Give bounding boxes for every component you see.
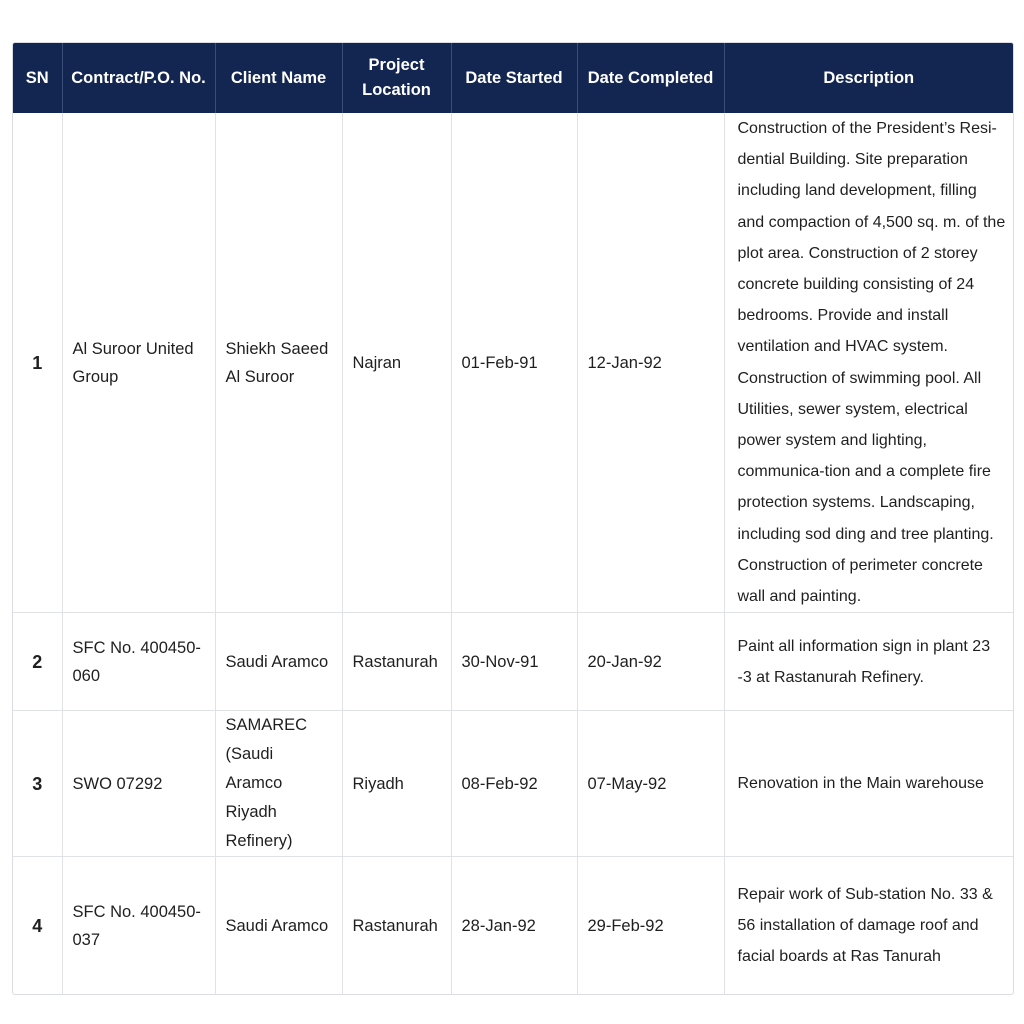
cell-description: Construction of the President’s Resi-dential Building. Site preparation including land development, filling and compaction of 4,500 sq. m. of the plot area. Construction of 2 storey concrete building consisting of 24 bedrooms. Provide and install ventilation and HVAC system. Construction of swimming pool. All Utilities, sewer system, electrical power system and lighting, communica-tion and a complete fire protection systems. Landscaping, including sod ding and tree planting. Construction of perimeter concrete wall and painting.	[724, 113, 1013, 613]
projects-table-container	[12, 42, 1014, 995]
cell-date-completed: 07-May-92	[577, 711, 724, 857]
cell-date-started: 28-Jan-92	[451, 857, 577, 995]
header-sn: SN	[13, 43, 62, 113]
cell-date-completed: 12-Jan-92	[577, 113, 724, 613]
table-body	[13, 113, 1013, 994]
header-client: Client Name	[215, 43, 342, 113]
header-row	[13, 43, 1013, 113]
cell-client: Saudi Aramco	[215, 857, 342, 995]
cell-contract: Al Suroor United Group	[62, 113, 215, 613]
cell-description: Renovation in the Main warehouse	[724, 711, 1013, 857]
cell-location: Riyadh	[342, 711, 451, 857]
header-location: Project Location	[342, 43, 451, 113]
table-row	[13, 857, 1013, 995]
header-contract: Contract/P.O. No.	[62, 43, 215, 113]
header-description: Description	[724, 43, 1013, 113]
cell-client: Shiekh Saeed Al Suroor	[215, 113, 342, 613]
table-row	[13, 711, 1013, 857]
cell-sn: 1	[13, 113, 62, 613]
cell-location: Najran	[342, 113, 451, 613]
cell-date-completed: 20-Jan-92	[577, 613, 724, 711]
cell-client: SAMAREC (Saudi Aramco Riyadh Refinery)	[215, 711, 342, 857]
header-date-completed: Date Completed	[577, 43, 724, 113]
cell-location: Rastanurah	[342, 857, 451, 995]
table-row	[13, 613, 1013, 711]
table-row	[13, 113, 1013, 613]
cell-description: Paint all information sign in plant 23 -3 at Rastanurah Refinery.	[724, 613, 1013, 711]
table-header	[13, 43, 1013, 113]
cell-contract: SFC No. 400450-037	[62, 857, 215, 995]
cell-description: Repair work of Sub-station No. 33 & 56 installation of damage roof and facial boards at Ras Tanurah	[737, 886, 993, 966]
cell-sn: 3	[13, 711, 62, 857]
header-date-started: Date Started	[451, 43, 577, 113]
cell-date-completed: 29-Feb-92	[577, 857, 724, 995]
cell-sn: 4	[13, 857, 62, 995]
projects-table	[13, 43, 1013, 994]
cell-date-started: 08-Feb-92	[451, 711, 577, 857]
cell-client: Saudi Aramco	[215, 613, 342, 711]
cell-contract: SFC No. 400450-060	[62, 613, 215, 711]
cell-sn: 2	[13, 613, 62, 711]
cell-date-started: 30-Nov-91	[451, 613, 577, 711]
cell-contract: SWO 07292	[62, 711, 215, 857]
cell-date-started: 01-Feb-91	[451, 113, 577, 613]
cell-location: Rastanurah	[342, 613, 451, 711]
